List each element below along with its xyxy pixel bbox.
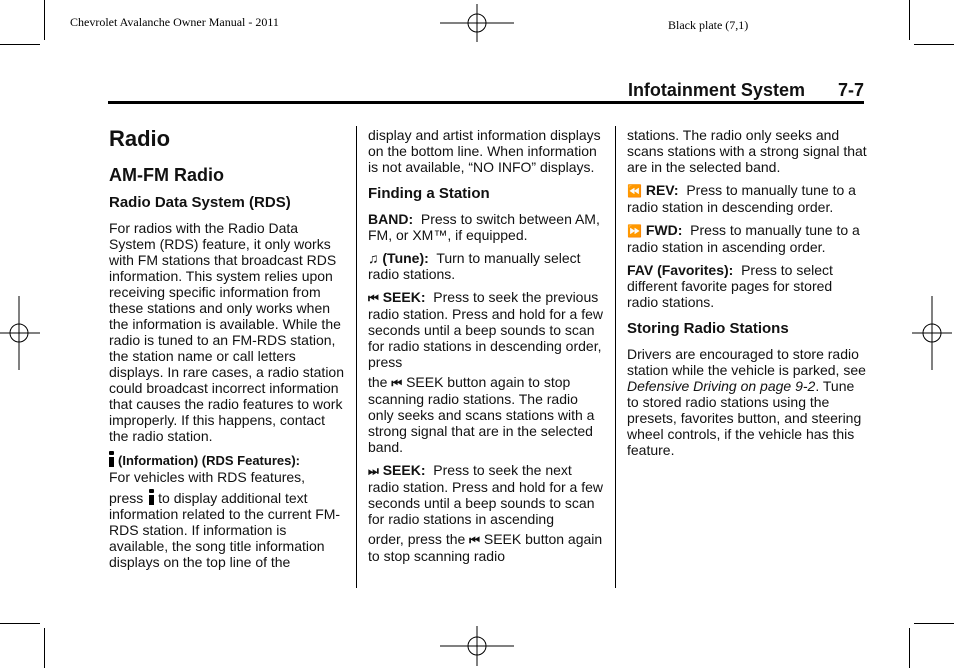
- fast-forward-icon: ⏩: [627, 224, 642, 238]
- rev-label: REV:: [645, 182, 679, 198]
- paragraph: [627, 262, 867, 310]
- paragraph: [627, 182, 867, 215]
- paragraph: [368, 374, 604, 455]
- tune-icon: ♫: [368, 250, 379, 266]
- paragraph: display and artist information displays on the bottom line. When information is not available, “NO INFO” displays.: [368, 127, 601, 175]
- seek-next-icon: ⏭: [368, 464, 379, 478]
- paragraph-text: Press to manually tune to a radio station in ascending order.: [627, 222, 860, 255]
- paragraph-text: order, press the: [368, 531, 466, 547]
- section-heading: AM-FM Radio: [109, 165, 224, 185]
- paragraph: [368, 211, 604, 243]
- section-header: [628, 80, 864, 101]
- subsection-heading: Finding a Station: [368, 185, 490, 202]
- plate-label: Black plate (7,1): [668, 18, 749, 32]
- paragraph: For radios with the Radio Data System (RDS) feature, it only works with FM stations that broadcast RDS information. This system relies upon receiving specific information from these stations and only works when the information is available. While the radio is tuned to an FM-RDS station, the station name or call letters displays. In rare cases, a radio station could broadcast incorrect information that causes the radio features to work improperly. If this happens, contact the radio station.: [109, 220, 345, 444]
- section-title: Infotainment System: [627, 80, 805, 100]
- fav-label: FAV (Favorites):: [627, 262, 734, 278]
- seek-previous-icon: ⏮: [368, 291, 379, 305]
- seek-previous-icon: ⏮: [469, 533, 480, 547]
- manual-title: Chevrolet Avalanche Owner Manual - 2011: [70, 15, 279, 29]
- paragraph-text: Drivers are encouraged to store radio station while the vehicle is parked, see: [627, 346, 866, 378]
- crop-mark: [914, 44, 954, 45]
- paragraph-text: SEEK button again to stop scanning radio stations. The radio only seeks and scans stations with a strong signal that are in the selected band.: [368, 374, 595, 455]
- info-icon: [149, 489, 154, 505]
- paragraph: stations. The radio only seeks and scans stations with a strong signal that are in the selected band.: [627, 127, 867, 175]
- subsection-heading: Radio Data System (RDS): [109, 194, 291, 211]
- paragraph: [627, 222, 867, 255]
- crop-mark: [44, 0, 45, 40]
- paragraph-text: Press to seek the previous radio station. Press and hold for a few seconds until a beep sounds to scan for radio stations in descending order, press: [368, 289, 604, 370]
- paragraph-text: Press to seek the next radio station. Press and hold for a few seconds until a beep sounds to scan for radio stations in ascending: [368, 462, 604, 527]
- band-label: BAND:: [368, 211, 414, 227]
- fwd-label: FWD:: [645, 222, 683, 238]
- page-title: Radio: [109, 126, 171, 151]
- registration-mark-icon: [440, 4, 514, 42]
- crop-mark: [0, 44, 40, 45]
- column-3: [627, 126, 867, 465]
- paragraph: [627, 346, 867, 458]
- tune-label: (Tune):: [382, 250, 429, 266]
- crop-mark: [0, 623, 40, 624]
- paragraph-text: Press to select different favorite pages for stored radio stations.: [627, 262, 833, 310]
- page-number: 7-7: [837, 80, 864, 100]
- paragraph-text: Turn to manually select radio stations.: [368, 250, 581, 282]
- paragraph-text: the: [368, 374, 388, 390]
- column-1: [109, 126, 345, 577]
- paragraph-text: SEEK button again to stop scanning radio: [368, 531, 603, 564]
- paragraph: [109, 451, 345, 485]
- paragraph: [368, 250, 604, 282]
- subsection-heading: Storing Radio Stations: [627, 320, 789, 337]
- column-divider: [615, 126, 616, 588]
- crop-mark: [914, 623, 954, 624]
- paragraph: [368, 462, 604, 527]
- registration-mark-icon: [0, 296, 40, 370]
- crop-mark: [44, 628, 45, 668]
- paragraph: [368, 289, 604, 370]
- crop-mark: [909, 628, 910, 668]
- paragraph: [109, 489, 345, 570]
- info-label: (Information) (RDS Features):: [118, 453, 300, 468]
- paragraph-text: For vehicles with RDS features,: [109, 469, 306, 485]
- paragraph-text: Press to manually tune to a radio station in descending order.: [627, 182, 856, 215]
- seek-label: SEEK:: [382, 289, 426, 305]
- seek-label: SEEK:: [382, 462, 426, 478]
- header-rule: [108, 101, 864, 104]
- crop-mark: [909, 0, 910, 40]
- column-2: [368, 126, 604, 571]
- registration-mark-icon: [912, 296, 952, 370]
- column-divider: [356, 126, 357, 588]
- paragraph-text: Press to switch between AM, FM, or XM™, if equipped.: [368, 211, 600, 243]
- paragraph: [368, 531, 604, 564]
- paragraph-text: press: [109, 490, 144, 506]
- rewind-icon: ⏪: [627, 184, 642, 198]
- paragraph-text: . Tune to stored radio stations using the presets, favorites button, and steering wheel controls, if the vehicle has this feature.: [627, 378, 862, 458]
- seek-previous-icon: ⏮: [391, 376, 403, 390]
- info-icon: [109, 451, 114, 467]
- paragraph-text: to display additional text information related to the current FM-RDS station. If information is available, the song title information displays on the top line of the: [109, 490, 341, 570]
- registration-mark-icon: [440, 626, 514, 666]
- cross-reference: Defensive Driving on page 9-2: [627, 378, 816, 394]
